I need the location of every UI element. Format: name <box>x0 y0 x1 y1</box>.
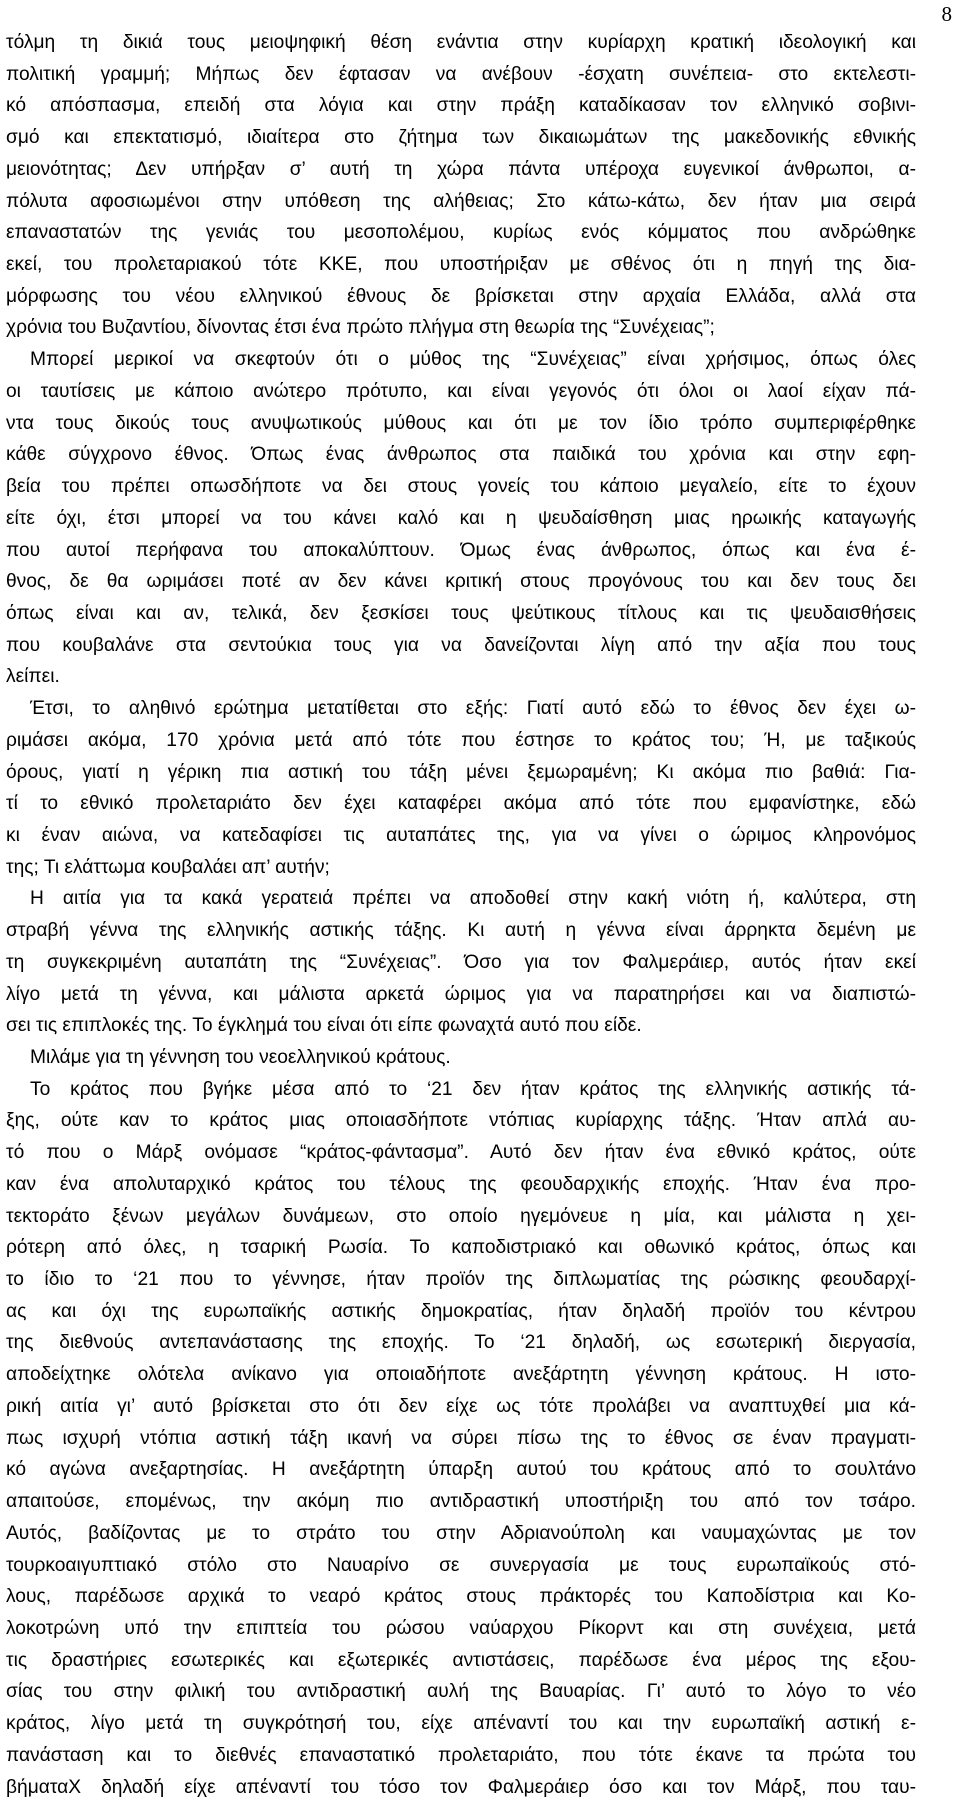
text-line: Μπορεί μερικοί να σκεφτούν ότι ο μύθος της “Συνέχειας” είναι χρήσιμος, όπως όλες <box>30 349 916 371</box>
text-line: Το κράτος που βγήκε μέσα από το ‘21 δεν ήταν κράτος της ελληνικής αστικής τά- <box>30 1078 916 1100</box>
text-line: εκεί, του προλεταριακού τότε ΚΚΕ, που υποστήριξαν με σθένος ότι η πηγή της δια- <box>6 254 916 276</box>
text-line: της; Τι ελάττωμα κουβαλάει απ’ αυτήν; <box>6 856 330 878</box>
text-line: ξης, ούτε καν το κράτος μιας οποιασδήποτε ντόπιας κυρίαρχης τάξης. Ήταν απλά αυ- <box>6 1110 916 1132</box>
text-line: ντα τους δικούς τους ανυψωτικούς μύθους και ότι με τον ίδιο τρόπο συμπεριφέρθηκε <box>6 412 916 434</box>
text-line: βεία του πρέπει οπωσδήποτε να δει στους γονείς του κάποιο μεγαλείο, είτε το έχουν <box>6 476 916 498</box>
text-line: τη συγκεκριμένη αυταπάτη της “Συνέχειας”. Όσο για τον Φαλμεράιερ, αυτός ήταν εκεί <box>6 951 916 973</box>
text-line: σίας του στην φιλική του αντιδραστική αυλή της Βαυαρίας. Γι’ αυτό το λόγο το νέο <box>6 1681 916 1703</box>
text-line: κάθε σύγχρονο έθνος. Όπως ένας άνθρωπος στα παιδικά του χρόνια και στην εφη- <box>6 444 916 466</box>
text-line: Αυτός, βαδίζοντας με το στράτο του στην Αδριανούπολη και ναυμαχώντας με τον <box>6 1522 916 1544</box>
text-line: καν ένα απολυταρχικό κράτος του τέλους της φεουδαρχικής εποχής. Ήταν ένα προ- <box>6 1173 916 1195</box>
text-line: τεκτοράτο ξένων μεγάλων δυνάμεων, στο οποίο ηγεμόνευε η μία, και μάλιστα η χει- <box>6 1205 916 1227</box>
text-line: μειονότητας; Δεν υπήρξαν σ’ αυτή τη χώρα πάντα υπέροχα ευγενικοί άνθρωποι, α- <box>6 158 916 180</box>
text-line: που αυτοί περήφανα του αποκαλύπτουν. Όμως ένας άνθρωπος, όπως και ένα έ- <box>6 539 916 561</box>
text-line: της διεθνούς αντεπανάστασης της εποχής. Το ‘21 δηλαδή, ως εσωτερική διεργασία, <box>6 1332 916 1354</box>
text-line: πολιτική γραμμή; Μήπως δεν έφτασαν να ανέβουν -έσχατη συνέπεια- στο εκτελεστι- <box>6 63 916 85</box>
text-line: όρους, γιατί η γέρικη πια αστική του τάξη μένει ξεμωραμένη; Κι ακόμα πιο βαθιά: Για- <box>6 761 916 783</box>
text-line: Η αιτία για τα κακά γερατειά πρέπει να αποδοθεί στην κακή νιότη ή, καλύτερα, στη <box>30 888 916 910</box>
text-line: σει τις επιπλοκές της. Το έγκλημά του είναι ότι είπε φωναχτά αυτό που είδε. <box>6 1015 642 1037</box>
text-line: κράτος, λίγο μετά τη συγκρότησή του, είχε απέναντί του και την ευρωπαϊκή αστική ε- <box>6 1713 916 1735</box>
body-text <box>6 27 916 1803</box>
text-line: πόλυτα αφοσιωμένοι στην υπόθεση της αλήθειας; Στο κάτω-κάτω, δεν ήταν μια σειρά <box>6 190 916 212</box>
text-line: κό απόσπασμα, επειδή στα λόγια και στην πράξη καταδίκασαν τον ελληνικό σοβινι- <box>6 95 916 117</box>
text-line: λους, παρέδωσε αρχικά το νεαρό κράτος στους πράκτορές του Καποδίστρια και Κο- <box>6 1586 916 1608</box>
text-line: ριμάσει ακόμα, 170 χρόνια μετά από τότε που έστησε το κράτος του; Ή, με ταξικούς <box>6 729 916 751</box>
text-line: πως ισχυρή ντόπια αστική τάξη ικανή να σύρει πίσω της το έθνος σε έναν πραγματι- <box>6 1427 916 1449</box>
text-line: το ίδιο το ‘21 που το γέννησε, ήταν προϊόν της διπλωματίας της ρώσικης φεουδαρχί- <box>6 1269 916 1291</box>
text-line: Έτσι, το αληθινό ερώτημα μετατίθεται στο εξής: Γιατί αυτό εδώ το έθνος δεν έχει ω- <box>30 698 916 720</box>
text-line: ας και όχι της ευρωπαϊκής αστικής δημοκρατίας, ήταν δηλαδή προϊόν του κέντρου <box>6 1300 916 1322</box>
text-line: κι έναν αιώνα, να κατεδαφίσει τις αυταπάτες της, για να γίνει ο ώριμος κληρονόμος <box>6 824 916 846</box>
text-line: τουρκοαιγυπτιακό στόλο στο Ναυαρίνο σε συνεργασία με τους ευρωπαϊκούς στό- <box>6 1554 916 1576</box>
text-line: ρότερη από όλες, η τσαρική Ρωσία. Το καποδιστριακό και οθωνικό κράτος, όπως και <box>6 1237 916 1259</box>
text-line: είτε όχι, έτσι μπορεί να του κάνει καλό και η ψευδαίσθηση μιας ηρωικής καταγωγής <box>6 507 916 529</box>
text-line: ρική αιτία γι’ αυτό βρίσκεται στο ότι δεν είχε ως τότε προλάβει να αναπτυχθεί μια κά- <box>6 1395 916 1417</box>
text-line: θνος, δε θα ωριμάσει ποτέ αν δεν κάνει κριτική στους προγόνους του και δεν τους δει <box>6 571 916 593</box>
text-line: επαναστατών της γενιάς του μεσοπολέμου, κυρίως ενός κόμματος που ανδρώθηκε <box>6 222 916 244</box>
text-line: πανάσταση και το διεθνές επαναστατικό προλεταριάτο, που τότε έκανε τα πρώτα του <box>6 1744 916 1766</box>
text-line: λοκοτρώνη υπό την επιπτεία του ρώσου ναύαρχου Ρίκορντ και στη συνέχεια, μετά <box>6 1617 916 1639</box>
text-line: αποδείχτηκε ολότελα ανίκανο για οποιαδήποτε ανεξάρτητη γέννηση κράτους. Η ιστο- <box>6 1364 916 1386</box>
text-line: σμό και επεκτατισμό, ιδιαίτερα στο ζήτημα των δικαιωμάτων της μακεδονικής εθνικής <box>6 127 916 149</box>
text-line: κό αγώνα ανεξαρτησίας. Η ανεξάρτητη ύπαρξη αυτού του κράτους από το σουλτάνο <box>6 1459 916 1481</box>
text-line: τις δραστήριες εσωτερικές και εξωτερικές αντιστάσεις, παρέδωσε ένα μέρος της εξου- <box>6 1649 916 1671</box>
page-number: 8 <box>941 2 952 26</box>
text-line: μόρφωσης του νέου ελληνικού έθνους δε βρίσκεται στην αρχαία Ελλάδα, αλλά στα <box>6 285 916 307</box>
text-line: λίγο μετά τη γέννα, και μάλιστα αρκετά ώριμος για να παρατηρήσει και να διαπιστώ- <box>6 983 916 1005</box>
text-line: τό που ο Μάρξ ονόμασε “κράτος-φάντασμα”. Αυτό δεν ήταν ένα εθνικό κράτος, ούτε <box>6 1142 916 1164</box>
text-line: τόλμη τη δικιά τους μειοψηφική θέση ενάντια στην κυρίαρχη κρατική ιδεολογική και <box>6 32 916 53</box>
text-line: χρόνια του Βυζαντίου, δίνοντας έτσι ένα πρώτο πλήγμα στη θεωρία της “Συνέχειας”; <box>6 317 715 339</box>
text-line: όπως είναι και αν, τελικά, δεν ξεσκίσει τους ψεύτικους τίτλους και τις ψευδαισθήσεις <box>6 602 916 624</box>
text-line: τί το εθνικό προλεταριάτο δεν έχει καταφέρει ακόμα από τότε που εμφανίστηκε, εδώ <box>6 793 916 815</box>
text-line: λείπει. <box>6 666 60 688</box>
text-line: στραβή γέννα της ελληνικής αστικής τάξης. Κι αυτή η γέννα είναι άρρηκτα δεμένη με <box>6 920 916 942</box>
text-line: που κουβαλάνε στα σεντούκια τους για να δανείζονται λίγη από την αξία που τους <box>6 634 916 656</box>
text-line: Μιλάμε για τη γέννηση του νεοελληνικού κράτους. <box>30 1047 451 1068</box>
text-line: βήματαΧ δηλαδή είχε απέναντί του τόσο τον Φαλμεράιερ όσο και τον Μάρξ, που ταυ- <box>6 1776 916 1798</box>
text-line: απαιτούσε, επομένως, την ακόμη πιο αντιδραστική υποστήριξη του από τον τσάρο. <box>6 1491 916 1513</box>
text-line: οι ταυτίσεις με κάποιο ανώτερο πρότυπο, και είναι γεγονός ότι όλοι οι λαοί είχαν πά- <box>6 380 916 402</box>
